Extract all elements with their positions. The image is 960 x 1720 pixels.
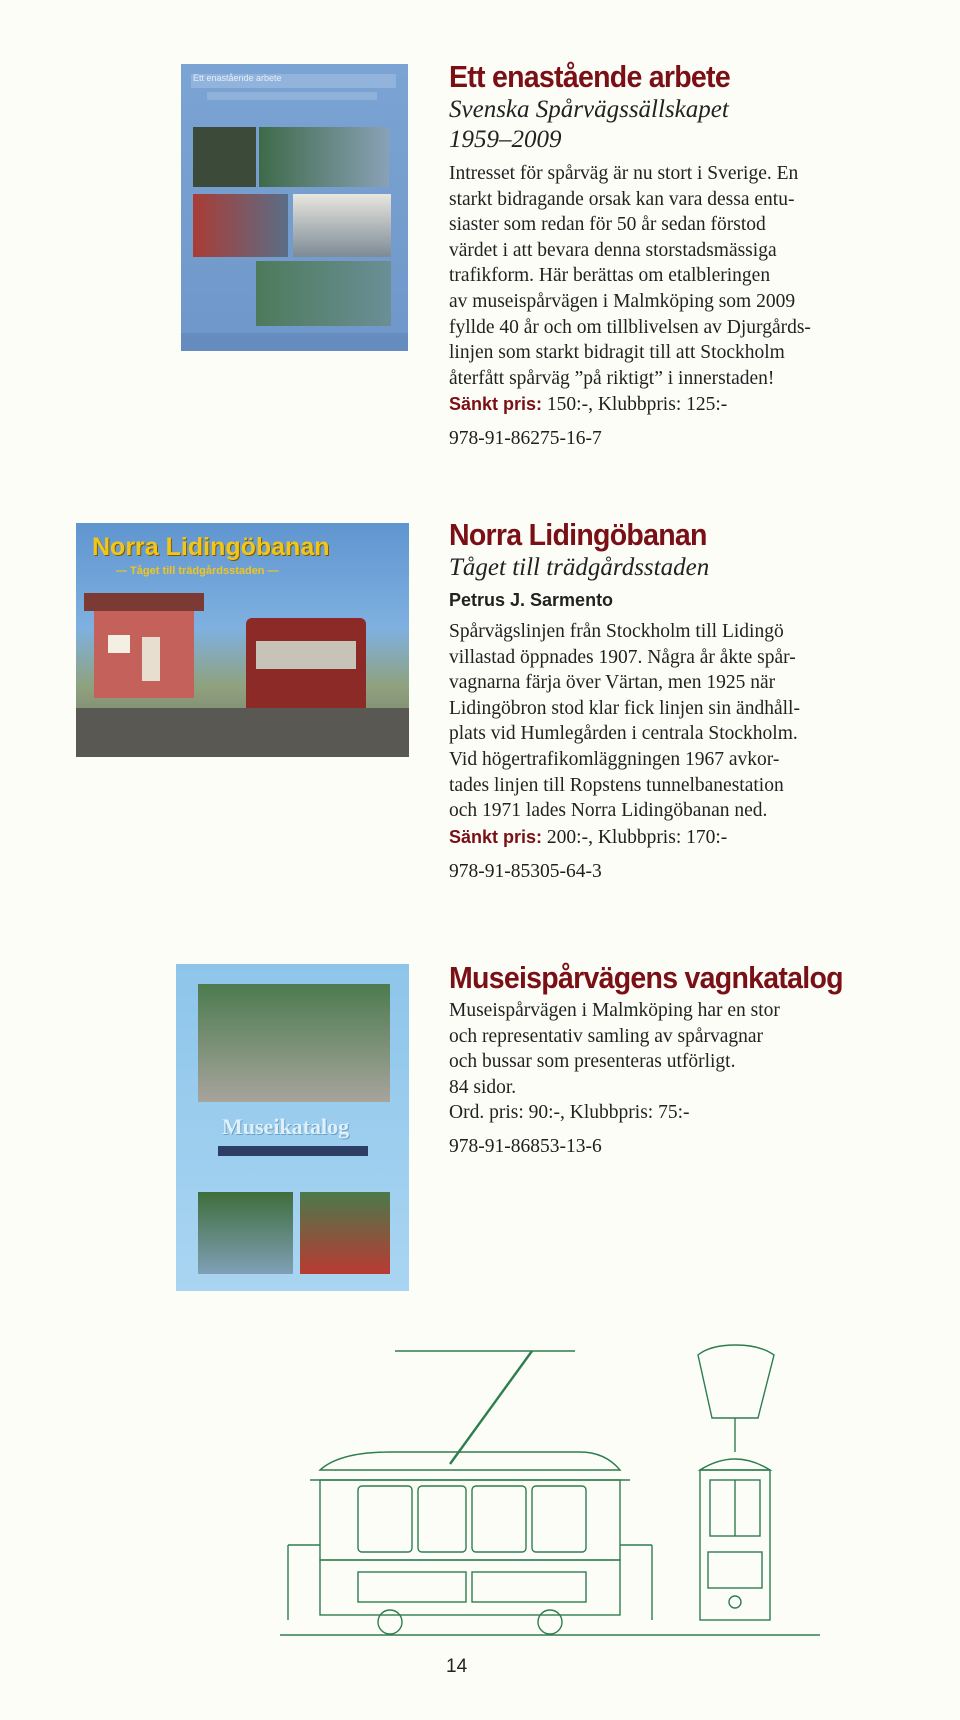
tram-window (532, 1486, 586, 1552)
cover-subtitle-band (207, 92, 377, 100)
cover-window (142, 637, 160, 681)
description-line: och 1971 lades Norra Lidingöbanan ned. (449, 800, 768, 822)
description-line: siaster som redan för 50 år sedan förstod (449, 214, 766, 236)
book-price (449, 824, 919, 851)
tram-window (472, 1486, 526, 1552)
description-line: trafikform. Här berättas om etalbleringen (449, 265, 771, 287)
description-line: starkt bidragande orsak kan vara dessa entu- (449, 188, 795, 210)
trolley-pole (450, 1351, 532, 1464)
cover-title-text: Norra Lidingöbanan (92, 533, 330, 561)
description-line: Lidingöbron stod klar fick linjen sin ändhåll- (449, 697, 800, 719)
book-description (449, 619, 919, 824)
description-line: plats vid Humlegården i centrala Stockholm. (449, 723, 798, 745)
book-cover-ett-enastaende-arbete (181, 64, 408, 351)
cover-photo (259, 127, 389, 187)
tram-window (418, 1486, 466, 1552)
description-line: Ord. pris: 90:-, Klubbpris: 75:- (449, 1102, 690, 1124)
description-line: Intresset för spårväg är nu stort i Sverige. En (449, 163, 799, 184)
cover-photo (293, 194, 391, 257)
book-isbn: 978-91-86275-16-7 (449, 428, 602, 450)
tram-window (358, 1486, 412, 1552)
book-price (449, 391, 919, 418)
description-line: vagnarna färja över Värtan, men 1925 när (449, 672, 776, 694)
book-title: Norra Lidingöbanan (449, 517, 707, 552)
book-subtitle: Svenska Spårvägssällskapet (449, 96, 729, 123)
cover-platform (76, 708, 409, 757)
description-line: och bussar som presenteras utförligt. (449, 1051, 736, 1073)
price-value: 150:-, Klubbpris: 125:- (542, 394, 728, 416)
book-entry-ett-enastaende-arbete (449, 59, 919, 452)
cover-photo (193, 194, 288, 257)
cover-subtitle-text: — Tåget till trädgårdsstaden — (116, 565, 279, 577)
cover-window (108, 635, 130, 653)
front-roof (700, 1459, 770, 1470)
description-line: tades linjen till Ropstens tunnelbanestation (449, 774, 784, 796)
book-cover-norra-lidingobanan (76, 523, 409, 757)
cover-title-text: Museikatalog (222, 1114, 350, 1139)
description-line: 84 sidor. (449, 1076, 517, 1098)
description-line: återfått spårväg ”på riktigt” i innerstaden! (449, 367, 775, 389)
tram-panel (472, 1572, 586, 1602)
tram-wheel (378, 1610, 402, 1634)
cover-tram-window (256, 641, 356, 669)
book-description (449, 998, 919, 1126)
tram-wheel (538, 1610, 562, 1634)
tram-panel (358, 1572, 466, 1602)
description-line: av museispårvägen i Malmköping som 2009 (449, 290, 796, 312)
front-dash (708, 1552, 762, 1588)
page-number: 14 (446, 1656, 468, 1677)
description-line: villastad öppnades 1907. Några år åkte spår- (449, 646, 796, 668)
description-line: Vid högertrafikomläggningen 1967 avkor- (449, 748, 780, 770)
book-title: Ett enastående arbete (449, 59, 730, 94)
pantograph-front (698, 1345, 774, 1418)
book-subtitle-years: 1959–2009 (449, 126, 562, 153)
book-author: Petrus J. Sarmento (449, 590, 614, 610)
book-cover-museisparvagens-vagnkatalog (176, 964, 409, 1291)
cover-photo (193, 127, 256, 187)
cover-label-band (218, 1146, 368, 1156)
book-entry-norra-lidingobanan (449, 517, 919, 885)
cover-photo (198, 1192, 293, 1274)
cover-photo (256, 261, 391, 326)
price-label: Sänkt pris: (449, 394, 543, 415)
book-description (449, 161, 919, 391)
book-title: Museispårvägens vagnkatalog (449, 960, 843, 995)
description-line: fyllde 40 år och om tillblivelsen av Djurgårds- (449, 316, 811, 338)
description-line: Museispårvägen i Malmköping har en stor (449, 1000, 780, 1021)
cover-title-text: Ett enastående arbete (193, 73, 282, 83)
cover-house-roof (84, 593, 204, 611)
price-label: Sänkt pris: (449, 826, 543, 847)
description-line: linjen som starkt bidragit till att Stockholm (449, 342, 785, 364)
description-line: och representativ samling av spårvagnar (449, 1025, 764, 1047)
book-subtitle: Tåget till trädgårdsstaden (449, 554, 710, 581)
description-line: Spårvägslinjen från Stockholm till Lidingö (449, 621, 784, 642)
cover-photo (198, 984, 390, 1102)
tram-roof (320, 1452, 620, 1470)
front-lamp (729, 1596, 741, 1608)
cover-bottom-band (181, 333, 408, 351)
price-value: 200:-, Klubbpris: 170:- (542, 826, 728, 848)
description-line: värdet i att bevara denna storstadsmässiga (449, 239, 777, 261)
book-entry-museisparvagens-vagnkatalog (449, 960, 919, 1160)
tram-body (320, 1480, 620, 1560)
book-isbn: 978-91-85305-64-3 (449, 860, 602, 882)
book-isbn: 978-91-86853-13-6 (449, 1135, 602, 1157)
cover-photo (300, 1192, 390, 1274)
tram-lower-body (320, 1560, 620, 1615)
tram-line-drawing (280, 1340, 820, 1640)
